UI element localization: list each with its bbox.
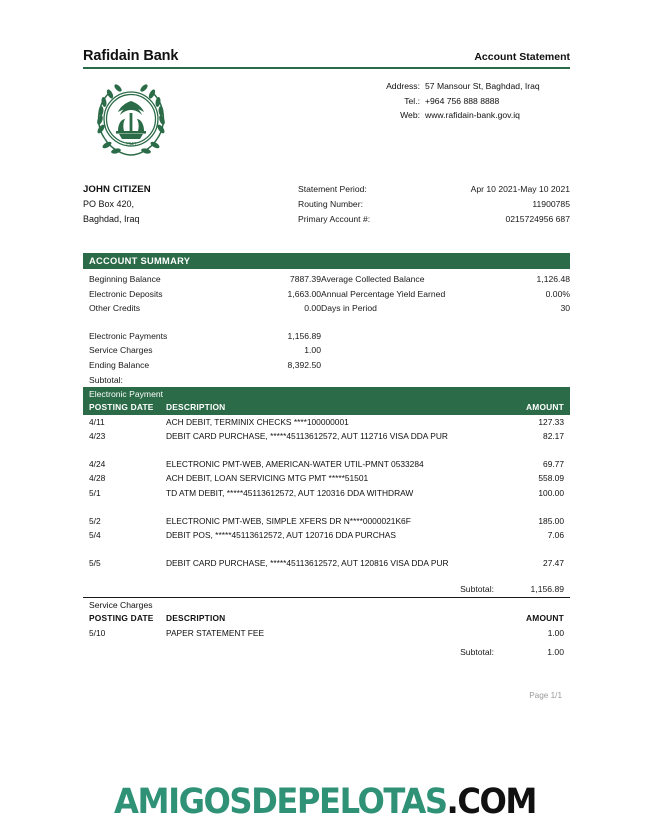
row-amount: 69.77 bbox=[543, 458, 564, 469]
summary-row bbox=[321, 301, 570, 316]
row-description: ELECTRONIC PMT-WEB, SIMPLE XFERS DR N****0000021K6F bbox=[166, 515, 411, 526]
customer-address-line-2: Baghdad, Iraq bbox=[83, 214, 140, 224]
row-amount: 185.00 bbox=[538, 515, 564, 526]
service-charges-subtotal bbox=[83, 647, 570, 657]
electronic-payment-section bbox=[83, 387, 570, 599]
summary-label: Electronic Deposits bbox=[89, 288, 163, 299]
row-posting-date: 4/11 bbox=[89, 416, 105, 427]
table-row bbox=[83, 429, 570, 444]
summary-label: Other Credits bbox=[89, 303, 141, 314]
account-meta-value: Apr 10 2021-May 10 2021 bbox=[470, 184, 570, 194]
contact-value: +964 756 888 8888 bbox=[425, 95, 500, 106]
electronic-payment-column-headers bbox=[83, 400, 570, 415]
bank-logo bbox=[83, 79, 181, 168]
document-title: Account Statement bbox=[474, 51, 570, 63]
table-row bbox=[83, 626, 570, 641]
account-summary-title: ACCOUNT SUMMARY bbox=[83, 253, 570, 269]
summary-label: Average Collected Balance bbox=[321, 274, 425, 284]
summary-spacer bbox=[89, 316, 321, 329]
customer-address-line-1: PO Box 420, bbox=[83, 199, 135, 209]
row-amount: 100.00 bbox=[538, 487, 564, 498]
contact-value: www.rafidain-bank.gov.iq bbox=[425, 110, 520, 120]
document-header bbox=[83, 48, 570, 69]
contact-value: 57 Mansour St, Baghdad, Iraq bbox=[425, 81, 540, 91]
summary-value: 8,392.50 bbox=[287, 359, 321, 370]
contact-label: Address: bbox=[386, 81, 420, 91]
summary-row bbox=[89, 343, 321, 358]
statement-meta-section bbox=[83, 182, 570, 227]
summary-value: 1.00 bbox=[304, 345, 321, 356]
row-amount: 27.47 bbox=[543, 557, 564, 568]
row-posting-date: 5/5 bbox=[89, 557, 101, 568]
row-description: DEBIT POS, *****45113612572, AUT 120716 DDA PURCHAS bbox=[166, 530, 396, 541]
account-summary-left-column bbox=[83, 272, 321, 373]
contact-label: Tel.: bbox=[404, 95, 420, 106]
service-charges-title: Service Charges bbox=[89, 600, 153, 611]
account-meta-row bbox=[298, 182, 570, 197]
row-description: ELECTRONIC PMT-WEB, AMERICAN-WATER UTIL-PMNT 0533284 bbox=[166, 458, 424, 469]
row-posting-date: 4/24 bbox=[89, 458, 106, 469]
summary-value: 1,156.89 bbox=[287, 330, 321, 341]
contact-row bbox=[368, 79, 570, 94]
column-header-posting-date: POSTING DATE bbox=[89, 613, 154, 624]
table-row bbox=[83, 514, 570, 529]
column-header-posting-date: POSTING DATE bbox=[89, 401, 154, 412]
watermark-tld: .COM bbox=[446, 782, 536, 822]
summary-value: 0.00 bbox=[304, 303, 321, 314]
customer-address-block bbox=[83, 182, 151, 227]
account-meta-label: Statement Period: bbox=[298, 184, 367, 194]
row-description: ACH DEBIT, TERMINIX CHECKS ****100000001 bbox=[166, 416, 349, 427]
summary-row bbox=[89, 272, 321, 287]
contact-row bbox=[368, 108, 570, 123]
account-summary-grid bbox=[83, 272, 570, 373]
row-description: TD ATM DEBIT, *****45113612572, AUT 120316 DDA WITHDRAW bbox=[166, 487, 414, 498]
summary-row bbox=[321, 272, 570, 287]
electronic-payment-subtotal bbox=[83, 584, 570, 594]
emblem-year: 1941 bbox=[125, 142, 137, 148]
subtotal-value: 1,156.89 bbox=[530, 584, 564, 595]
page-number: Page 1/1 bbox=[529, 690, 562, 700]
account-meta-row bbox=[298, 197, 570, 212]
account-summary-right-column bbox=[321, 272, 570, 373]
bank-contact-block bbox=[368, 79, 570, 168]
row-amount: 7.06 bbox=[547, 530, 564, 541]
table-row bbox=[83, 457, 570, 472]
watermark bbox=[26, 782, 624, 822]
account-meta-label: Primary Account #: bbox=[298, 214, 371, 224]
account-meta-value: 0215724956 687 bbox=[505, 214, 570, 224]
subtotal-label: Subtotal: bbox=[460, 646, 494, 657]
summary-row bbox=[89, 358, 321, 373]
row-amount: 127.33 bbox=[538, 416, 564, 427]
table-row bbox=[83, 486, 570, 501]
identity-section bbox=[83, 79, 570, 168]
contact-label: Web: bbox=[400, 110, 420, 120]
summary-row bbox=[89, 301, 321, 316]
row-posting-date: 5/10 bbox=[89, 628, 106, 639]
summary-row bbox=[321, 287, 570, 302]
row-posting-date: 4/23 bbox=[89, 431, 106, 442]
table-row bbox=[83, 528, 570, 543]
row-description: PAPER STATEMENT FEE bbox=[166, 628, 265, 639]
column-header-amount: AMOUNT bbox=[526, 613, 564, 624]
row-amount: 558.09 bbox=[538, 473, 564, 484]
account-meta-label: Routing Number: bbox=[298, 199, 363, 209]
summary-value: 7887.39 bbox=[289, 274, 321, 284]
summary-label: Beginning Balance bbox=[89, 274, 161, 284]
row-posting-date: 5/1 bbox=[89, 487, 101, 498]
customer-name: JOHN CITIZEN bbox=[83, 184, 151, 195]
subtotal-value: 1.00 bbox=[547, 646, 564, 657]
row-amount: 1.00 bbox=[547, 628, 564, 639]
service-charges-column-headers bbox=[83, 611, 570, 626]
row-amount: 82.17 bbox=[543, 431, 564, 442]
summary-row bbox=[89, 287, 321, 302]
table-row bbox=[83, 415, 570, 430]
bank-name: Rafidain Bank bbox=[83, 48, 179, 64]
account-meta-block bbox=[298, 182, 570, 227]
statement-sheet bbox=[83, 48, 570, 700]
row-description: DEBIT CARD PURCHASE, *****45113612572, AUT 120816 VISA DDA PUR bbox=[166, 557, 449, 568]
account-summary-subtotal-label: Subtotal: bbox=[89, 374, 123, 385]
subtotal-label: Subtotal: bbox=[460, 584, 494, 595]
electronic-payment-title: Electronic Payment bbox=[83, 387, 570, 400]
row-posting-date: 4/28 bbox=[89, 473, 106, 484]
row-posting-date: 5/4 bbox=[89, 530, 101, 541]
summary-label: Days in Period bbox=[321, 303, 377, 314]
table-row bbox=[83, 556, 570, 571]
summary-label: Annual Percentage Yield Earned bbox=[321, 288, 446, 299]
summary-value: 1,126.48 bbox=[536, 274, 570, 284]
watermark-brand: AMIGOSDEPELOTAS bbox=[114, 782, 447, 822]
row-description: DEBIT CARD PURCHASE, *****45113612572, AUT 112716 VISA DDA PUR bbox=[166, 431, 448, 442]
summary-value: 30 bbox=[560, 303, 570, 314]
summary-value: 1,663.00 bbox=[287, 288, 321, 299]
account-meta-row bbox=[298, 212, 570, 227]
contact-row bbox=[368, 94, 570, 109]
summary-label: Service Charges bbox=[89, 345, 153, 356]
summary-label: Ending Balance bbox=[89, 359, 150, 370]
service-charges-section bbox=[83, 598, 570, 657]
summary-label: Electronic Payments bbox=[89, 330, 168, 341]
row-posting-date: 5/2 bbox=[89, 515, 101, 526]
column-header-description: DESCRIPTION bbox=[166, 401, 226, 412]
column-header-amount: AMOUNT bbox=[526, 401, 564, 412]
summary-value: 0.00% bbox=[545, 288, 570, 299]
row-description: ACH DEBIT, LOAN SERVICING MTG PMT *****51501 bbox=[166, 473, 369, 484]
summary-row bbox=[89, 329, 321, 344]
rafidain-bank-emblem-icon bbox=[85, 79, 177, 163]
column-header-description: DESCRIPTION bbox=[166, 613, 226, 624]
account-meta-value: 11900785 bbox=[532, 199, 570, 209]
account-summary-section bbox=[83, 253, 570, 387]
table-row bbox=[83, 471, 570, 486]
